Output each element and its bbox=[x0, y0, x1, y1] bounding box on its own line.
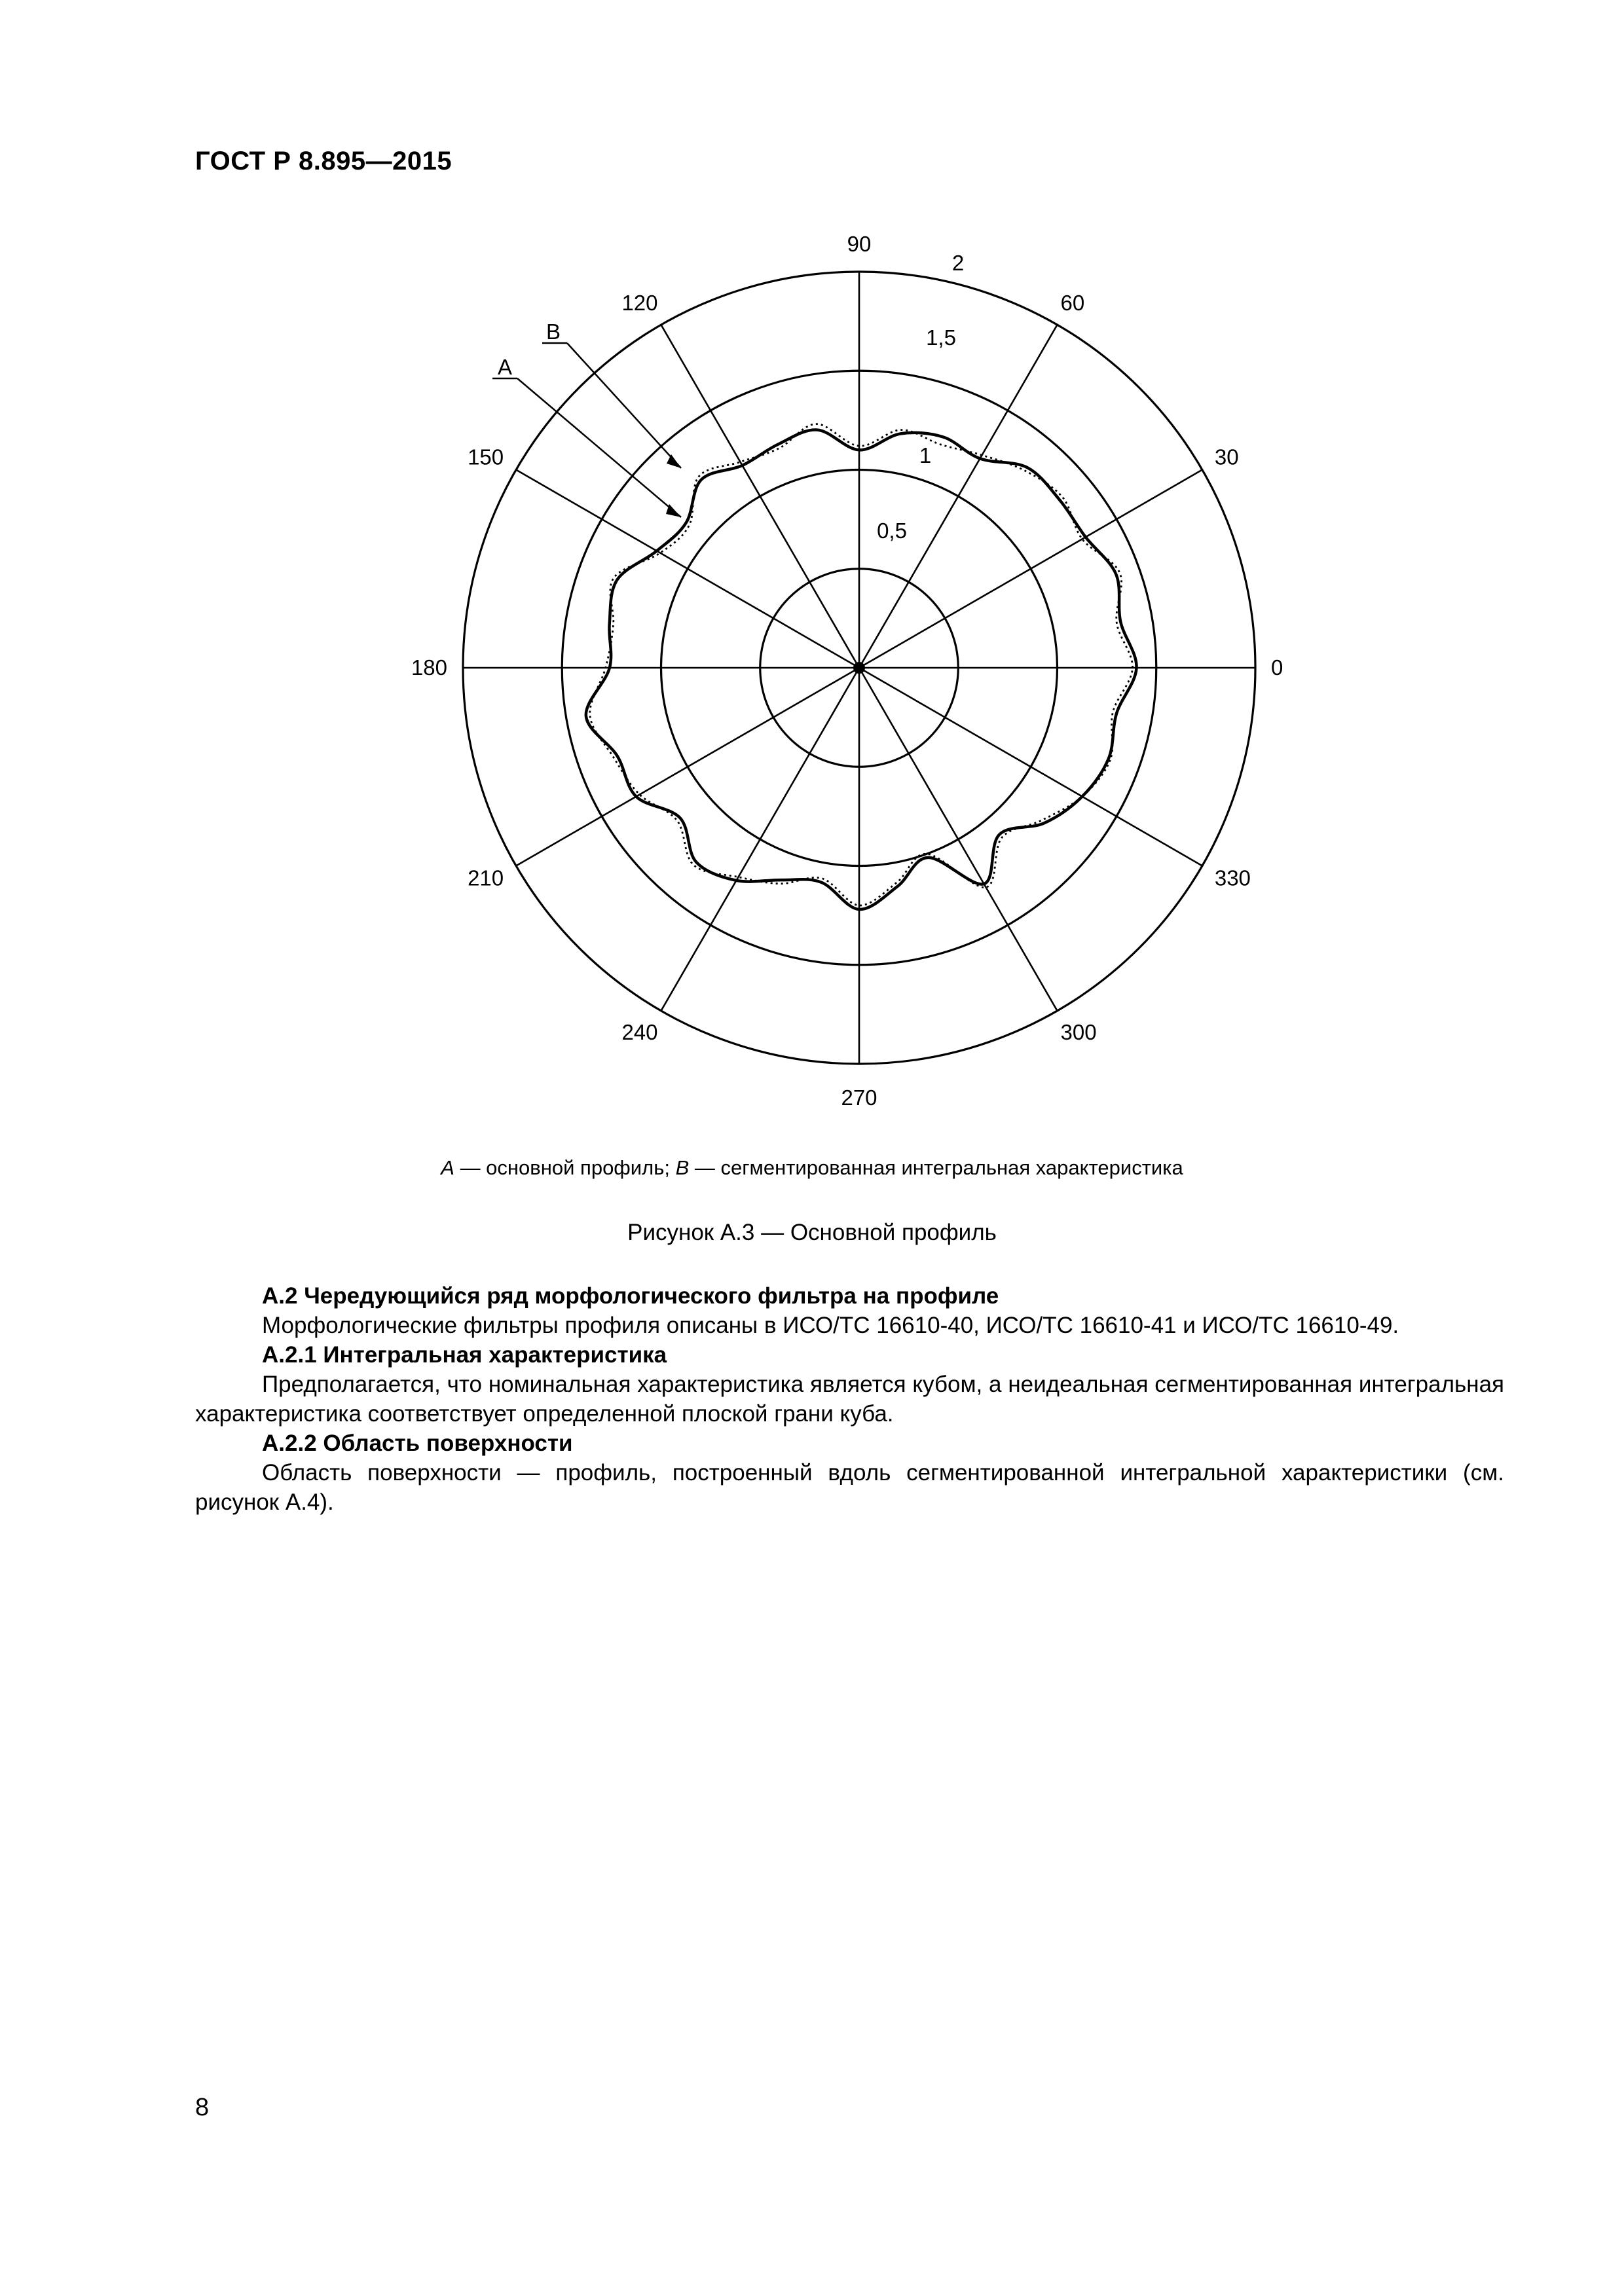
polar-chart bbox=[0, 0, 1624, 1139]
grid-spoke-10 bbox=[859, 668, 1058, 1011]
callout-a-leader bbox=[517, 378, 681, 517]
radial-labels bbox=[877, 251, 964, 543]
radial-label-0: 0,5 bbox=[877, 519, 907, 543]
grid-spoke-4 bbox=[661, 325, 860, 668]
grid-spoke-1 bbox=[859, 470, 1202, 668]
angle-label-120: 120 bbox=[621, 291, 658, 316]
grid-spoke-11 bbox=[859, 668, 1202, 866]
angle-label-30: 30 bbox=[1214, 445, 1239, 469]
angle-labels bbox=[411, 232, 1283, 1110]
polar-origin bbox=[853, 662, 865, 674]
legend-a-letter: A bbox=[441, 1156, 454, 1179]
angle-label-210: 210 bbox=[468, 866, 504, 890]
grid-spoke-5 bbox=[516, 470, 859, 668]
radial-label-2: 1,5 bbox=[926, 325, 956, 350]
radial-label-3: 2 bbox=[951, 251, 965, 275]
angle-label-330: 330 bbox=[1214, 866, 1251, 890]
legend-a-text: — основной профиль; bbox=[454, 1156, 676, 1179]
angle-label-240: 240 bbox=[621, 1019, 658, 1044]
grid-spoke-8 bbox=[661, 668, 860, 1011]
angle-label-60: 60 bbox=[1060, 291, 1085, 316]
figure-caption: Рисунок А.3 — Основной профиль bbox=[627, 1220, 997, 1245]
angle-label-150: 150 bbox=[468, 445, 504, 469]
angle-label-180: 180 bbox=[411, 655, 447, 680]
section-a2-text: Морфологические фильтры профиля описаны в ИСО/ТС 16610-40, ИСО/ТС 16610-41 и ИСО/ТС 16610-49. bbox=[262, 1313, 1399, 1338]
body-text bbox=[195, 1281, 1504, 1517]
section-a22-text: Область поверхности — профиль, построенный вдоль сегментированной интегральной характеристики (см. рисунок А.4). bbox=[195, 1460, 1504, 1515]
legend-b-text: — сегментированная интегральная характеристика bbox=[689, 1156, 1183, 1179]
angle-label-270: 270 bbox=[841, 1085, 877, 1110]
document-header: ГОСТ Р 8.895—2015 bbox=[195, 147, 452, 175]
callouts bbox=[492, 319, 681, 517]
angle-label-90: 90 bbox=[847, 232, 872, 256]
section-a21-text: Предполагается, что номинальная характеристика является кубом, а неидеальная сегментированная интегральная характеристика соответствует определенной плоской грани куба. bbox=[195, 1372, 1504, 1427]
page-number: 8 bbox=[195, 2094, 210, 2121]
angle-label-300: 300 bbox=[1060, 1019, 1097, 1044]
section-a22-title: А.2.2 Область поверхности bbox=[262, 1430, 573, 1456]
radial-label-1: 1 bbox=[919, 443, 932, 467]
callout-b-label: B bbox=[546, 319, 561, 344]
figure-legend bbox=[0, 1156, 1624, 1180]
legend-b-letter: B bbox=[675, 1156, 690, 1179]
section-a21-title: А.2.1 Интегральная характеристика bbox=[262, 1342, 667, 1368]
grid-spoke-2 bbox=[859, 325, 1058, 668]
callout-b-arrowhead bbox=[667, 454, 681, 468]
angle-label-0: 0 bbox=[1271, 655, 1283, 680]
callout-b-leader bbox=[567, 343, 681, 468]
section-a2-title: А.2 Чередующийся ряд морфологического фильтра на профиле bbox=[262, 1283, 999, 1309]
callout-a-label: A bbox=[498, 355, 513, 379]
